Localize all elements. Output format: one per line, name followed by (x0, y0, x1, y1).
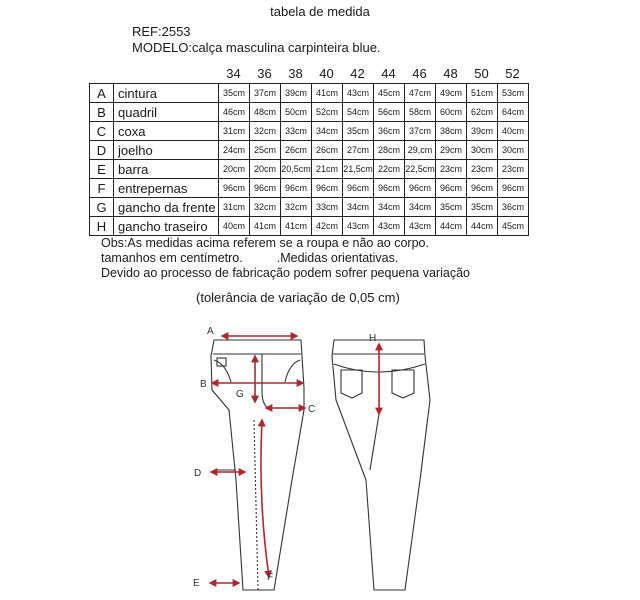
measure-value: 20cm (250, 160, 281, 179)
measure-value: 33cm (281, 122, 312, 141)
measure-code: D (90, 141, 114, 160)
measure-value: 44cm (467, 217, 498, 236)
measure-value: 32cm (281, 198, 312, 217)
size-label: 36 (257, 66, 272, 81)
fly-stitching (262, 354, 270, 410)
measure-value: 54cm (343, 103, 374, 122)
measure-value: 43cm (343, 217, 374, 236)
measure-value: 45cm (374, 84, 405, 103)
right-pocket (285, 360, 300, 382)
model-name: MODELO:calça masculina carpinteira blue. (132, 40, 381, 55)
measure-value: 37cm (250, 84, 281, 103)
measure-code: H (90, 217, 114, 236)
measure-value: 37cm (405, 122, 436, 141)
measure-value: 25cm (250, 141, 281, 160)
measure-value: 47cm (405, 84, 436, 103)
measure-value: 35cm (343, 122, 374, 141)
measure-value: 96cm (374, 179, 405, 198)
measure-value: 30cm (467, 141, 498, 160)
measure-value: 28cm (374, 141, 405, 160)
measure-value: 41cm (250, 217, 281, 236)
measure-value: 60cm (436, 103, 467, 122)
measure-value: 34cm (312, 122, 343, 141)
measure-value: 22,5cm (405, 160, 436, 179)
measure-value: 36cm (498, 198, 529, 217)
back-pocket-left (341, 370, 362, 398)
measure-value: 21,5cm (343, 160, 374, 179)
label-a: A (207, 326, 214, 337)
measure-value: 96cm (405, 179, 436, 198)
measure-value: 40cm (219, 217, 250, 236)
measure-value: 23cm (436, 160, 467, 179)
measure-value: 45cm (498, 217, 529, 236)
measure-value: 53cm (498, 84, 529, 103)
size-label: 48 (443, 66, 458, 81)
measure-value: 50cm (281, 103, 312, 122)
measure-value: 62cm (467, 103, 498, 122)
measure-code: G (90, 198, 114, 217)
size-label: 40 (319, 66, 334, 81)
label-e: E (193, 578, 200, 589)
tolerance-note: (tolerância de variação de 0,05 cm) (196, 290, 400, 305)
measure-value: 41cm (312, 84, 343, 103)
label-g: G (236, 389, 244, 400)
measure-value: 36cm (374, 122, 405, 141)
measure-value: 56cm (374, 103, 405, 122)
back-view (332, 340, 430, 590)
back-pocket-right (392, 370, 414, 398)
measure-value: 46cm (219, 103, 250, 122)
measure-value: 96cm (281, 179, 312, 198)
measure-value: 39cm (467, 122, 498, 141)
size-label: 38 (288, 66, 303, 81)
inner-leg-seam (254, 420, 258, 590)
measure-value: 96cm (498, 179, 529, 198)
measure-value: 43cm (374, 217, 405, 236)
measure-value: 96cm (343, 179, 374, 198)
measure-value: 32cm (250, 122, 281, 141)
size-label: 52 (505, 66, 520, 81)
front-view (211, 340, 304, 590)
measure-name: coxa (114, 122, 219, 141)
measure-value: 96cm (436, 179, 467, 198)
measure-value: 96cm (312, 179, 343, 198)
reference-code: REF:2553 (132, 24, 191, 39)
arrow-f (261, 420, 269, 577)
measure-value: 44cm (436, 217, 467, 236)
measure-value: 52cm (312, 103, 343, 122)
measure-value: 64cm (498, 103, 529, 122)
size-label: 34 (226, 66, 241, 81)
measure-value: 23cm (467, 160, 498, 179)
measure-value: 32cm (250, 198, 281, 217)
note-line: Devido ao processo de fabricação podem sofrer pequena variação (101, 266, 470, 280)
measure-name: entrepernas (114, 179, 219, 198)
measure-value: 26cm (281, 141, 312, 160)
measure-code: A (90, 84, 114, 103)
measure-value: 35cm (436, 198, 467, 217)
size-label: 44 (381, 66, 396, 81)
measure-value: 31cm (219, 122, 250, 141)
note-orientative: .Medidas orientativas. (276, 251, 399, 265)
note-line: Obs:As medidas acima referem se a roupa e não ao corpo. (101, 236, 429, 250)
measure-code: F (90, 179, 114, 198)
measure-value: 20,5cm (281, 160, 312, 179)
measure-value: 31cm (219, 198, 250, 217)
measure-value: 20cm (219, 160, 250, 179)
label-d: D (194, 468, 202, 479)
measure-value: 96cm (467, 179, 498, 198)
note-units: tamanhos em centímetro. (101, 251, 243, 265)
measure-value: 34cm (405, 198, 436, 217)
measure-value: 34cm (374, 198, 405, 217)
back-leg-split (370, 414, 379, 470)
measure-value: 35cm (467, 198, 498, 217)
measure-name: gancho da frente (114, 198, 219, 217)
measure-value: 96cm (219, 179, 250, 198)
label-h: H (369, 333, 377, 344)
measure-code: B (90, 103, 114, 122)
measure-name: cintura (114, 84, 219, 103)
measure-name: quadril (114, 103, 219, 122)
label-b: B (200, 379, 207, 390)
label-f: F (267, 572, 274, 583)
measure-name: gancho traseiro (114, 217, 219, 236)
measure-value: 49cm (436, 84, 467, 103)
measure-value: 34cm (343, 198, 374, 217)
measure-value: 41cm (281, 217, 312, 236)
size-label: 46 (412, 66, 427, 81)
measure-value: 27cm (343, 141, 374, 160)
measure-code: E (90, 160, 114, 179)
measure-value: 26cm (312, 141, 343, 160)
measure-value: 40cm (498, 122, 529, 141)
measure-value: 43cm (343, 84, 374, 103)
measure-value: 96cm (250, 179, 281, 198)
size-label: 50 (474, 66, 489, 81)
measure-value: 30cm (498, 141, 529, 160)
measure-value: 29,cm (405, 141, 436, 160)
measure-value: 29cm (436, 141, 467, 160)
measure-value: 42cm (312, 217, 343, 236)
measure-value: 43cm (405, 217, 436, 236)
measurement-arrows (210, 336, 379, 583)
size-label: 42 (350, 66, 365, 81)
measure-value: 58cm (405, 103, 436, 122)
measure-value: 39cm (281, 84, 312, 103)
measure-value: 35cm (219, 84, 250, 103)
measure-value: 22cm (374, 160, 405, 179)
measure-code: C (90, 122, 114, 141)
measure-value: 33cm (312, 198, 343, 217)
measure-value: 23cm (498, 160, 529, 179)
measure-value: 21cm (312, 160, 343, 179)
page-title: tabela de medida (270, 4, 370, 19)
measure-name: joelho (114, 141, 219, 160)
measure-value: 38cm (436, 122, 467, 141)
measure-name: barra (114, 160, 219, 179)
measure-value: 24cm (219, 141, 250, 160)
back-outline (332, 340, 430, 590)
label-c: C (308, 404, 316, 415)
measure-value: 48cm (250, 103, 281, 122)
measure-value: 51cm (467, 84, 498, 103)
